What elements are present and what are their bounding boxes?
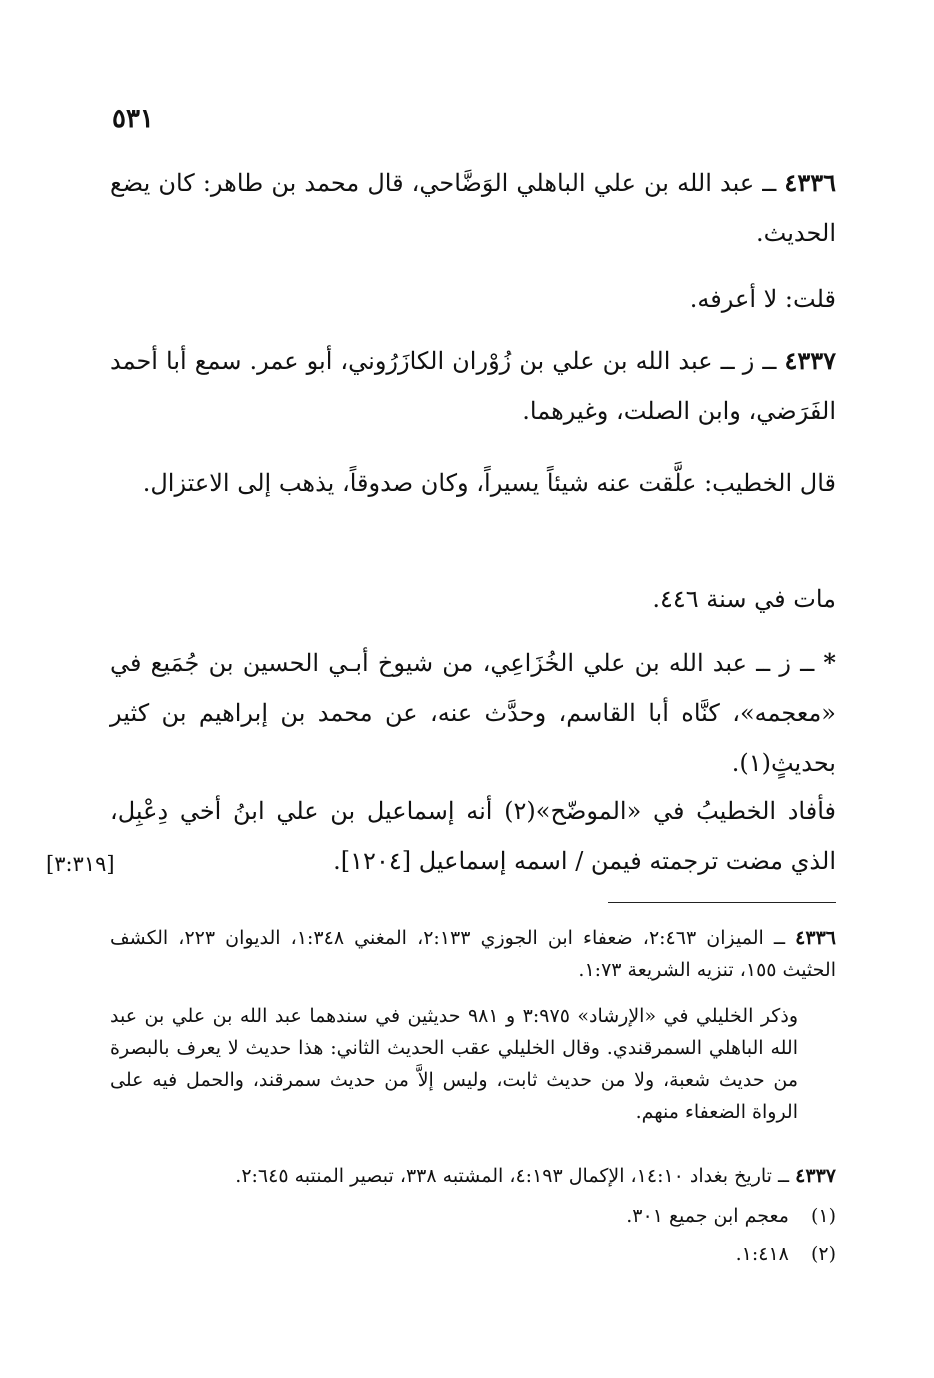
entry-text: قال الخطيب: علَّقت عنه شيئاً يسيراً، وكان صدوقاً، يذهب إلى الاعتزال.: [142, 469, 836, 497]
entry-text: ــ ز ــ عبد الله بن علي الخُزَاعِي، من شيوخ أبـي الحسين بن جُمَيع في «معجمه»، كنَّاه أبا القاسم، وحدَّث عنه، عن محمد بن إبراهيم بن كثير بحديثٍ(١).: [110, 649, 836, 777]
death-paragraph: [110, 574, 836, 624]
footnote-divider: [608, 902, 836, 903]
note-text: وذكر الخليلي في «الإرشاد» ٣:٩٧٥ و ٩٨١ حديثين في سندهما عبد الله بن علي بن عبد الله الباهلي السمرقندي. وقال الخليلي عقب الحديث الثاني: هذا حديث لا يعرف بالبصرة من حديث شعبة، ولا من حديث ثابت، وليس إلاَّ من حديث سمرقند، والحمل فيه على الرواة الضعفاء منهم.: [110, 1005, 798, 1123]
note-text: ــ الميزان ٢:٤٦٣، ضعفاء ابن الجوزي ٢:١٣٣، المغني ١:٣٤٨، الديوان ٢٢٣، الكشف الحثيث ١٥٥، تنزيه الشريعة ١:٧٣.: [110, 927, 836, 981]
khatib-paragraph: [110, 458, 836, 508]
entry-number: ٤٣٣٦: [784, 168, 836, 197]
note-4336: [110, 922, 836, 986]
entry-star: [110, 638, 836, 788]
entry-number: ٤٣٣٧: [784, 346, 836, 375]
note-4337: [110, 1160, 836, 1192]
footnote-mark: (١): [810, 1205, 836, 1227]
page-number: ٥٣١: [112, 104, 154, 134]
footnote-mark: (٢): [810, 1243, 836, 1265]
entry-text: فأفاد الخطيبُ في «الموضّح»(٢) أنه إسماعيل بن علي ابنُ أخي دِعْبِل، الذي مضت ترجمته فيمن / اسمه إسماعيل [١٢٠٤].: [110, 797, 837, 875]
ifada-paragraph: [110, 786, 836, 886]
footnote-text: معجم ابن جميع ٣٠١.: [626, 1205, 789, 1227]
entry-text: ــ عبد الله بن علي الباهلي الوَضَّاحي، قال محمد بن طاهر: كان يضع الحديث.: [110, 169, 836, 247]
entry-number: *: [823, 648, 836, 677]
side-reference: [٣:٣١٩]: [46, 852, 115, 876]
note-number: ٤٣٣٧: [795, 1165, 836, 1187]
footnote-2: [736, 1238, 836, 1270]
entry-text: ــ ز ــ عبد الله بن علي بن زُوْران الكازَرُوني، أبو عمر. سمع أبا أحمد الفَرَضي، وابن الصلت، وغيرهما.: [110, 347, 836, 425]
entry-4336: [110, 158, 836, 258]
entry-text: قلت: لا أعرفه.: [689, 285, 836, 313]
note-number: ٤٣٣٦: [795, 927, 836, 949]
footnote-text: ١:٤١٨.: [735, 1243, 789, 1265]
entry-4337: [110, 336, 836, 436]
comment-paragraph: [110, 274, 836, 324]
entry-text: مات في سنة ٤٤٦.: [652, 585, 836, 613]
note-text: ــ تاريخ بغداد ١٤:١٠، الإكمال ٤:١٩٣، المشتبه ٣٣٨، تبصير المنتبه ٢:٦٤٥.: [235, 1165, 790, 1187]
note-khalili: [110, 1000, 836, 1128]
footnote-1: [626, 1200, 836, 1232]
